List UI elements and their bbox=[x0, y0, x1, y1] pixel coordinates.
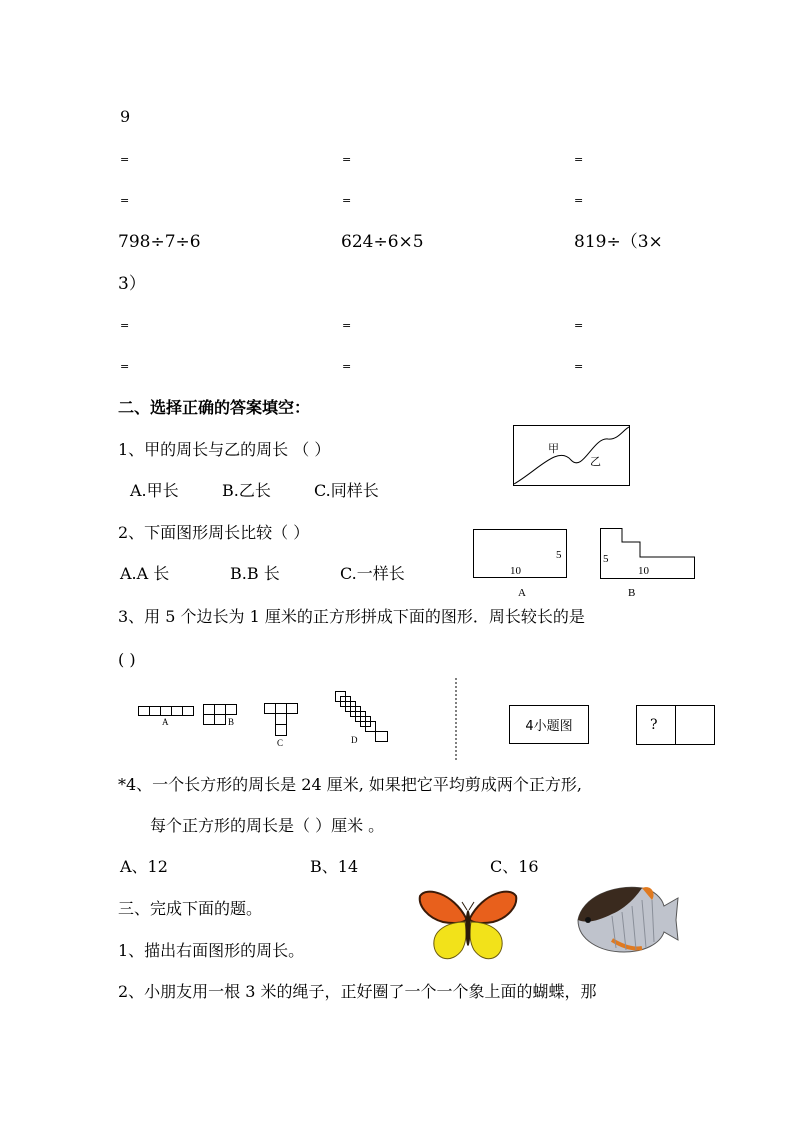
q2-option-c: C.一样长 bbox=[340, 564, 405, 583]
question-4-continued: 每个正方形的周长是（ ）厘米 。 bbox=[150, 816, 385, 835]
q4-option-b: B、14 bbox=[310, 857, 359, 876]
section-3-question-1: 1、描出右面图形的周长。 bbox=[118, 941, 305, 960]
figure-b-side-length: 5 bbox=[603, 553, 609, 565]
figure-label-jia: 甲 bbox=[548, 443, 559, 455]
figure-b-bottom-length: 10 bbox=[638, 565, 649, 577]
figure-label-yi: 乙 bbox=[590, 456, 601, 468]
q4-option-c: C、16 bbox=[490, 857, 539, 876]
q1-option-a: A.甲长 bbox=[130, 481, 179, 500]
figure-b-name: B bbox=[628, 587, 636, 599]
q1-option-c: C.同样长 bbox=[314, 481, 379, 500]
figure-a-name: A bbox=[518, 587, 526, 599]
shape-a bbox=[138, 706, 194, 716]
expression-3-continued: 3） bbox=[118, 274, 146, 294]
q3-answer-blank: ( ) bbox=[118, 650, 136, 669]
question-2: 2、下面图形周长比较（ ） bbox=[118, 523, 310, 542]
equals-sign: = bbox=[120, 153, 130, 166]
dashed-divider bbox=[455, 678, 457, 762]
expression-1: 798÷7÷6 bbox=[118, 232, 201, 252]
equals-sign: = bbox=[120, 319, 130, 332]
shape-b-label: B bbox=[228, 717, 235, 727]
section-3-question-2: 2、小朋友用一根 3 米的绳子，正好圈了一个一个象上面的蝴蝶，那 bbox=[118, 982, 597, 1001]
figure-a-side-length: 5 bbox=[556, 549, 562, 561]
shape-d bbox=[335, 691, 391, 744]
q4-image-placeholder: 4小题图 bbox=[509, 705, 589, 744]
q1-figure bbox=[513, 425, 630, 486]
shape-c-label: C bbox=[277, 738, 284, 748]
equals-sign: = bbox=[342, 319, 352, 332]
shape-c bbox=[264, 703, 298, 737]
equals-sign: = bbox=[342, 194, 352, 207]
split-rectangle-divider bbox=[675, 705, 676, 745]
equals-sign: = bbox=[120, 360, 130, 373]
expression-3: 819÷（3× bbox=[574, 232, 663, 252]
shape-d-label: D bbox=[351, 735, 358, 745]
equals-sign: = bbox=[574, 194, 584, 207]
equals-sign: = bbox=[342, 360, 352, 373]
butterflyfish-image bbox=[572, 880, 680, 955]
equals-sign: = bbox=[574, 360, 584, 373]
section-2-title: 二、选择正确的答案填空： bbox=[118, 398, 311, 417]
question-4: *4、一个长方形的周长是 24 厘米, 如果把它平均剪成两个正方形, bbox=[118, 775, 582, 794]
equals-sign: = bbox=[574, 319, 584, 332]
question-3: 3、用 5 个边长为 1 厘米的正方形拼成下面的图形．周长较长的是 bbox=[118, 607, 585, 626]
section-3-title: 三、完成下面的题。 bbox=[118, 899, 263, 918]
figure-a-bottom-length: 10 bbox=[510, 565, 521, 577]
question-mark: ? bbox=[650, 717, 658, 733]
question-1: 1、甲的周长与乙的周长 （ ） bbox=[118, 440, 331, 459]
shape-a-label: A bbox=[162, 717, 169, 727]
q2-option-a: A.A 长 bbox=[120, 564, 170, 583]
butterfly-image bbox=[418, 888, 518, 966]
equals-sign: = bbox=[120, 194, 130, 207]
equals-sign: = bbox=[574, 153, 584, 166]
top-number: 9 bbox=[120, 107, 131, 126]
equals-sign: = bbox=[342, 153, 352, 166]
expression-2: 624÷6×5 bbox=[341, 232, 424, 252]
q1-option-b: B.乙长 bbox=[222, 481, 271, 500]
q4-option-a: A、12 bbox=[120, 857, 168, 876]
q2-option-b: B.B 长 bbox=[230, 564, 280, 583]
